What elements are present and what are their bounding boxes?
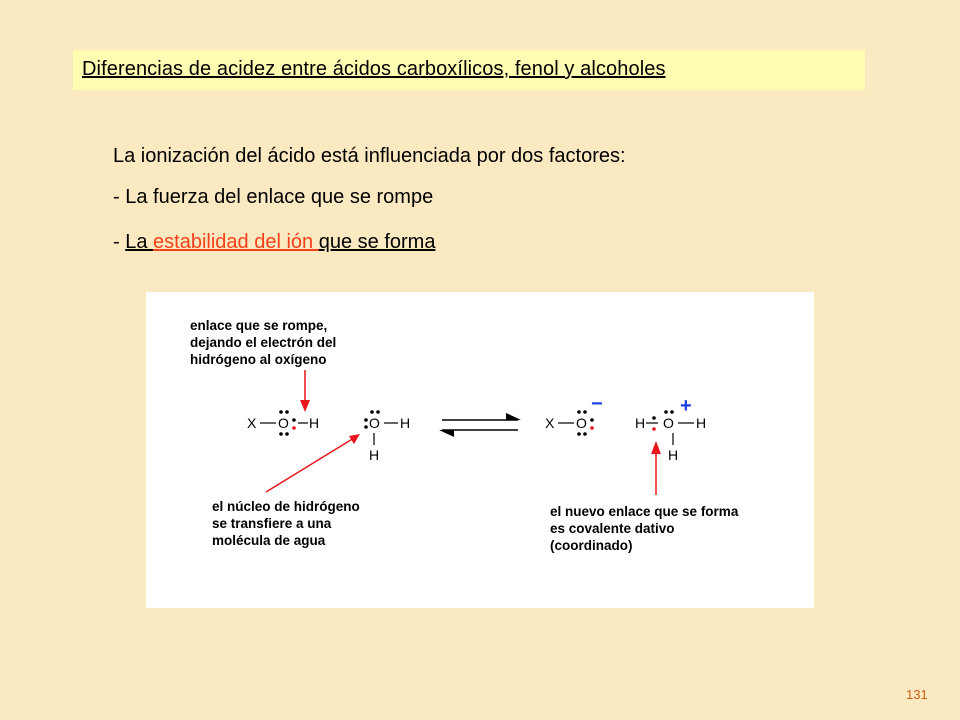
annotation-line: enlace que se rompe, xyxy=(190,318,328,333)
lone-pair-dot xyxy=(376,410,380,414)
annotation-line: molécula de agua xyxy=(212,533,326,548)
lone-pair-dot xyxy=(577,432,581,436)
bullet-highlight: estabilidad del ión xyxy=(153,231,319,253)
intro-text: La ionización del ácido está influenciada por dos factores: xyxy=(113,145,626,167)
negative-charge: − xyxy=(591,393,603,415)
lone-pair-dot xyxy=(370,410,374,414)
lone-pair-dot xyxy=(364,418,368,422)
bullet-part1: La xyxy=(125,231,154,253)
equilibrium-forward-head xyxy=(506,413,521,420)
lone-pair-dot xyxy=(279,410,283,414)
bond-electron-dot xyxy=(292,418,296,422)
annotation-line: hidrógeno al oxígeno xyxy=(190,352,327,367)
lone-pair-dot xyxy=(364,425,368,429)
lone-pair-dot xyxy=(577,410,581,414)
lone-pair-dot xyxy=(279,432,283,436)
atom-h: H xyxy=(635,415,646,431)
annotation-line: el nuevo enlace que se forma xyxy=(550,504,739,519)
arrow-dative-bond-head xyxy=(651,441,661,454)
atom-o: O xyxy=(663,415,674,431)
annotation-line: (coordinado) xyxy=(550,538,633,553)
atom-h: H xyxy=(309,415,320,431)
lone-pair-dot xyxy=(583,432,587,436)
atom-x: X xyxy=(545,415,555,431)
annotation-line: el núcleo de hidrógeno xyxy=(212,499,360,514)
arrow-bond-break-head xyxy=(300,400,310,412)
bullet-part2: que se forma xyxy=(318,231,436,253)
lone-pair-dot-red xyxy=(590,426,594,430)
annotation-line: se transfiere a una xyxy=(212,516,332,531)
bullet-prefix: - xyxy=(113,231,126,253)
atom-o: O xyxy=(576,415,587,431)
atom-h: H xyxy=(668,447,679,463)
equilibrium-reverse-head xyxy=(439,430,454,437)
lone-pair-dot-red xyxy=(652,427,656,431)
lone-pair-dot xyxy=(664,410,668,414)
lone-pair-dot xyxy=(583,410,587,414)
lone-pair-dot xyxy=(590,418,594,422)
atom-h: H xyxy=(369,447,380,463)
atom-x: X xyxy=(247,415,257,431)
bullet-ion-stability xyxy=(113,231,435,254)
reaction-svg xyxy=(146,292,814,608)
annotation-line: es covalente dativo xyxy=(550,521,675,536)
arrow-proton-transfer-line xyxy=(266,438,354,492)
lone-pair-dot xyxy=(285,432,289,436)
atom-h: H xyxy=(696,415,707,431)
lone-pair-dot xyxy=(285,410,289,414)
lone-pair-dot xyxy=(670,410,674,414)
page-number: 131 xyxy=(906,687,928,702)
slide-title: Diferencias de acidez entre ácidos carboxílicos, fenol y alcoholes xyxy=(82,58,666,80)
atom-h: H xyxy=(400,415,411,431)
positive-charge: + xyxy=(680,395,692,417)
lone-pair-dot xyxy=(652,416,656,420)
bond-electron-dot-red xyxy=(292,426,296,430)
bullet-bond-strength: - La fuerza del enlace que se rompe xyxy=(113,186,434,208)
arrow-proton-transfer-head xyxy=(349,434,360,444)
atom-o: O xyxy=(278,415,289,431)
annotation-line: dejando el electrón del xyxy=(190,335,337,350)
atom-o: O xyxy=(369,415,380,431)
ionization-diagram xyxy=(146,292,814,608)
